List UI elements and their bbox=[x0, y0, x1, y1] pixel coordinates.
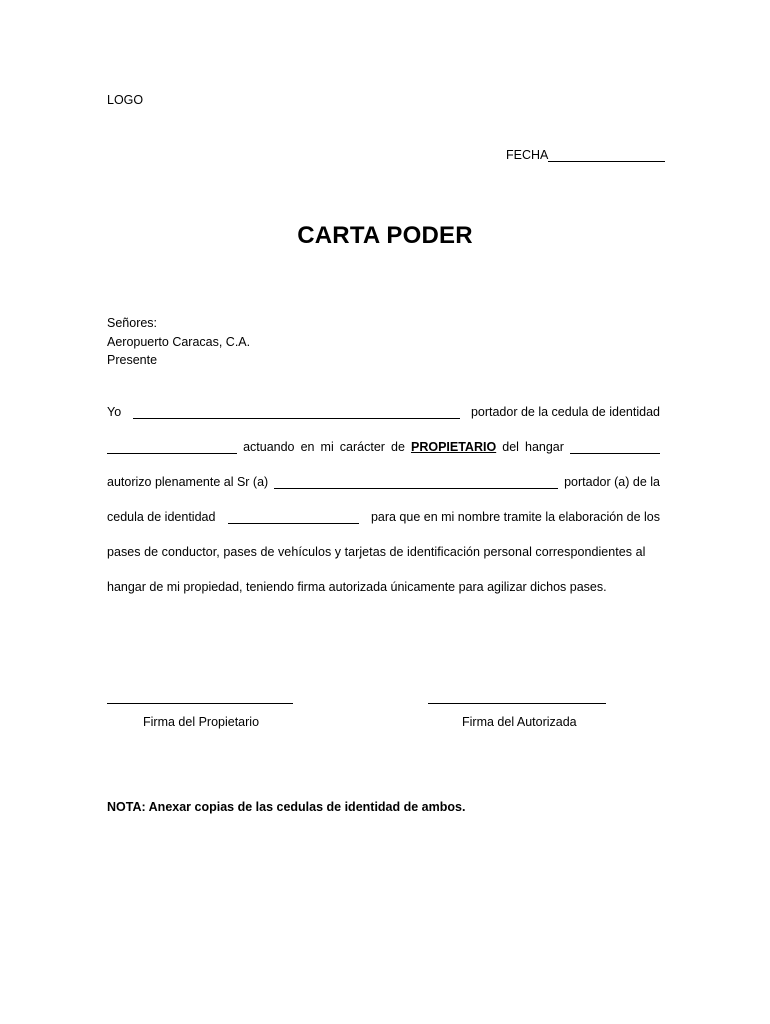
authorized-id-blank bbox=[228, 511, 359, 524]
name-blank bbox=[133, 406, 460, 419]
logo-placeholder: LOGO bbox=[107, 93, 144, 107]
cedula-label: cedula de identidad bbox=[107, 510, 216, 524]
hangar-blank bbox=[570, 441, 660, 454]
para-que-text: para que en mi nombre tramite la elaboración de los bbox=[370, 510, 660, 524]
word-caracter: carácter bbox=[339, 440, 385, 454]
word-mi: mi bbox=[320, 440, 334, 454]
owner-signature-line bbox=[107, 703, 293, 704]
nota-text: NOTA: Anexar copias de las cedulas de identidad de ambos. bbox=[107, 800, 466, 814]
autorizo-label: autorizo plenamente al Sr (a) bbox=[107, 475, 269, 489]
word-en: en bbox=[300, 440, 315, 454]
owner-signature-label: Firma del Propietario bbox=[143, 715, 260, 729]
body-line-3 bbox=[107, 475, 660, 489]
date-label: FECHA bbox=[506, 148, 549, 162]
propietario-emphasis: PROPIETARIO bbox=[410, 440, 497, 454]
word-actuando: actuando bbox=[243, 440, 295, 454]
word-de: de bbox=[391, 440, 405, 454]
body-line-4 bbox=[107, 510, 660, 524]
addressee-block bbox=[107, 314, 250, 370]
addressee-presente: Presente bbox=[107, 353, 158, 367]
date-field bbox=[506, 148, 665, 162]
addressee-company: Aeropuerto Caracas, C.A. bbox=[107, 334, 251, 349]
authorized-name-blank bbox=[274, 476, 558, 489]
body-line-1 bbox=[107, 405, 660, 419]
addressee-salutation: Señores: bbox=[107, 316, 158, 330]
authorized-signature-label: Firma del Autorizada bbox=[462, 715, 577, 729]
body-line-2 bbox=[107, 440, 660, 454]
date-blank bbox=[548, 149, 665, 162]
pases-text: pases de conductor, pases de vehículos y tarjetas de identificación personal correspondientes al bbox=[107, 545, 646, 559]
authorized-signature-line bbox=[428, 703, 606, 704]
yo-label: Yo bbox=[107, 405, 122, 419]
body-line-6: hangar de mi propiedad, teniendo firma autorizada únicamente para agilizar dichos pases. bbox=[107, 580, 607, 594]
portador-a-label: portador (a) de la bbox=[564, 475, 660, 489]
id-blank bbox=[107, 441, 237, 454]
word-hangar: hangar bbox=[525, 440, 564, 454]
document-title: CARTA PODER bbox=[297, 222, 473, 249]
body-line-5 bbox=[107, 545, 660, 559]
portador-label: portador de la cedula de identidad bbox=[470, 405, 660, 419]
word-del: del bbox=[502, 440, 519, 454]
